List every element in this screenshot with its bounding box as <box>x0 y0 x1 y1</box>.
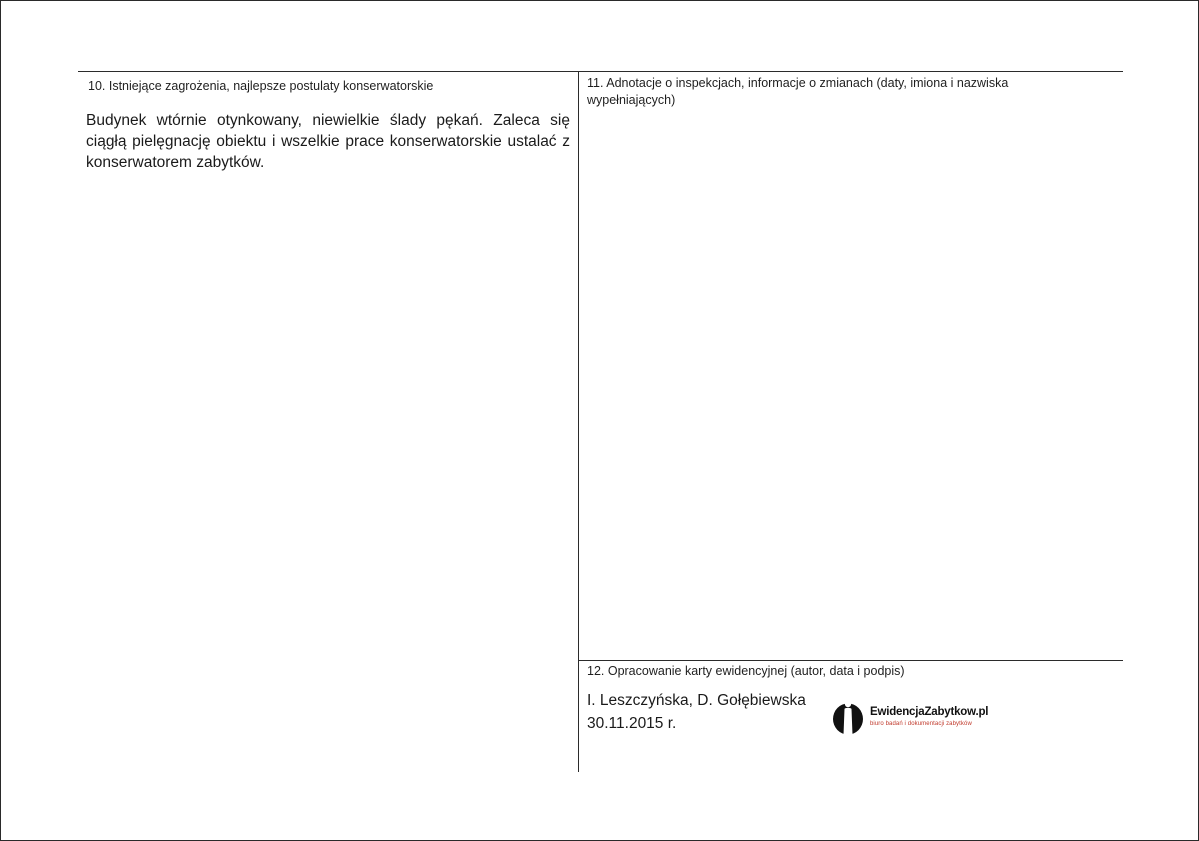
section-10-text: Budynek wtórnie otynkowany, niewielkie ślady pękań. Zaleca się ciągłą pielęgnację obiektu i wszelkie prace konserwatorskie ustalać z konserwatorem zabytków. <box>86 112 570 171</box>
logo-tagline: biuro badań i dokumentacji zabytków <box>870 721 972 728</box>
date-line: 30.11.2015 r. <box>587 715 677 732</box>
company-logo <box>832 699 988 735</box>
section-11-top-rule <box>579 71 1123 72</box>
section-12-label: 12. Opracowanie karty ewidencyjnej (autor, data i podpis) <box>587 664 905 678</box>
section-10-top-rule <box>78 71 578 72</box>
section-12-content <box>587 689 806 735</box>
logo-name: EwidencjaZabytkow.pl <box>870 705 989 718</box>
logo-text <box>870 707 988 728</box>
section-11-label: 11. Adnotacje o inspekcjach, informacje o zmianach (daty, imiona i nazwiska wypełniających) <box>587 76 1009 107</box>
section-12-top-rule <box>579 660 1123 661</box>
logo-emblem-icon <box>832 699 864 735</box>
section-10-label: 10. Istniejące zagrożenia, najlepsze postulaty konserwatorskie <box>88 79 434 93</box>
column-divider <box>578 71 579 772</box>
authors-line: I. Leszczyńska, D. Gołębiewska <box>587 692 806 709</box>
